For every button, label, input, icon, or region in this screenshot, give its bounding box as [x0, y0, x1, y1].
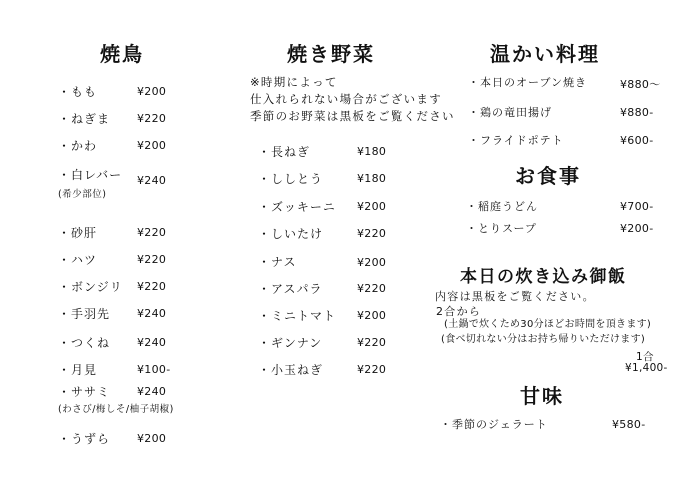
menu-item-name: ・月見 — [58, 363, 98, 377]
menu-item-name: ・ボンジリ — [58, 280, 123, 294]
menu-item-price: ¥180 — [357, 172, 387, 185]
menu-item-price: ¥220 — [357, 282, 387, 295]
takikomi-title: 本日の炊き込み御飯 — [460, 267, 627, 287]
menu-item-name: ・本日のオーブン焼き — [468, 76, 588, 89]
takikomi-note-3: (土鍋で炊くため30分ほどお時間を頂きます) — [444, 319, 652, 330]
takikomi-qty: 1合 — [636, 351, 654, 363]
menu-item-price: ¥240 — [137, 385, 167, 398]
menu-item-price: ¥220 — [137, 280, 167, 293]
menu-item-price: ¥700- — [620, 200, 654, 213]
menu-item-name: ・しいたけ — [258, 227, 324, 241]
menu-item-price: ¥200 — [137, 85, 167, 98]
yakitori-title: 焼鳥 — [100, 42, 144, 66]
menu-item-name: ・小玉ねぎ — [258, 363, 324, 377]
menu-item-price: ¥880〜 — [620, 78, 661, 91]
menu-item-name: ・ハツ — [58, 253, 98, 267]
yakiyasai-note-2: 仕入れられない場合がございます — [250, 92, 442, 106]
menu-item-name: ・ミニトマト — [258, 309, 337, 323]
oshokuji-title: お食事 — [515, 164, 581, 188]
menu-item-name: ・砂肝 — [58, 226, 98, 240]
takikomi-note-2: 2合から — [436, 305, 482, 318]
amami-title: 甘味 — [520, 384, 564, 408]
menu-item-note: (希少部位) — [58, 189, 107, 200]
menu-item-note: (わさび/梅しそ/柚子胡椒) — [58, 404, 174, 415]
menu-item-name: ・季節のジェラート — [440, 418, 548, 431]
menu-item-price: ¥220 — [137, 253, 167, 266]
menu-item-name: ・うずら — [58, 432, 111, 446]
menu-item-price: ¥200 — [137, 139, 167, 152]
menu-item-name: ・アスパラ — [258, 282, 323, 296]
menu-item-price: ¥880- — [620, 106, 654, 119]
menu-item-price: ¥580- — [612, 418, 646, 431]
menu-item-price: ¥240 — [137, 174, 167, 187]
menu-item-price: ¥220 — [357, 227, 387, 240]
menu-item-name: ・稲庭うどん — [466, 200, 538, 213]
takikomi-note-4: (食べ切れない分はお持ち帰りいただけます) — [441, 334, 646, 345]
menu-item-name: ・ズッキーニ — [258, 200, 336, 214]
menu-item-price: ¥600- — [620, 134, 654, 147]
menu-item-price: ¥100- — [137, 363, 171, 376]
menu-item-name: ・つくね — [58, 336, 111, 350]
menu-item-price: ¥220 — [137, 226, 167, 239]
menu-item-price: ¥200 — [137, 432, 167, 445]
menu-item-price: ¥200 — [357, 256, 387, 269]
yakiyasai-note-3: 季節のお野菜は黒板をご覧ください — [250, 109, 455, 123]
menu-item-name: ・鶏の竜田揚げ — [468, 106, 552, 119]
atatakai-title: 温かい料理 — [490, 42, 600, 66]
yakiyasai-note-1: ※時期によって — [250, 75, 338, 89]
menu-item-price: ¥200 — [357, 200, 387, 213]
menu-item-name: ・ししとう — [258, 172, 324, 186]
menu-item-name: ・もも — [58, 85, 98, 99]
menu-item-name: ・ねぎま — [58, 112, 111, 126]
menu-item-price: ¥240 — [137, 307, 167, 320]
menu-item-price: ¥220 — [357, 336, 387, 349]
menu-item-price: ¥200 — [357, 309, 387, 322]
menu-item-price: ¥200- — [620, 222, 654, 235]
takikomi-note-1: 内容は黒板をご覧ください。 — [435, 290, 595, 303]
menu-item-name: ・長ねぎ — [258, 145, 311, 159]
menu-item-name: ・手羽先 — [58, 307, 111, 321]
menu-item-name: ・ナス — [258, 255, 297, 269]
menu-item-name: ・フライドポテト — [468, 134, 564, 147]
menu-item-name: ・かわ — [58, 139, 98, 153]
takikomi-price: ¥1,400- — [625, 362, 668, 374]
menu-item-name: ・とりスープ — [466, 222, 537, 235]
menu-item-name: ・ギンナン — [258, 336, 323, 350]
menu-item-price: ¥180 — [357, 145, 387, 158]
menu-item-name: ・白レバー — [58, 168, 123, 182]
menu-item-price: ¥220 — [137, 112, 167, 125]
yakiyasai-title: 焼き野菜 — [287, 42, 375, 66]
menu-item-name: ・ササミ — [58, 385, 111, 399]
menu-item-price: ¥240 — [137, 336, 167, 349]
menu-item-price: ¥220 — [357, 363, 387, 376]
